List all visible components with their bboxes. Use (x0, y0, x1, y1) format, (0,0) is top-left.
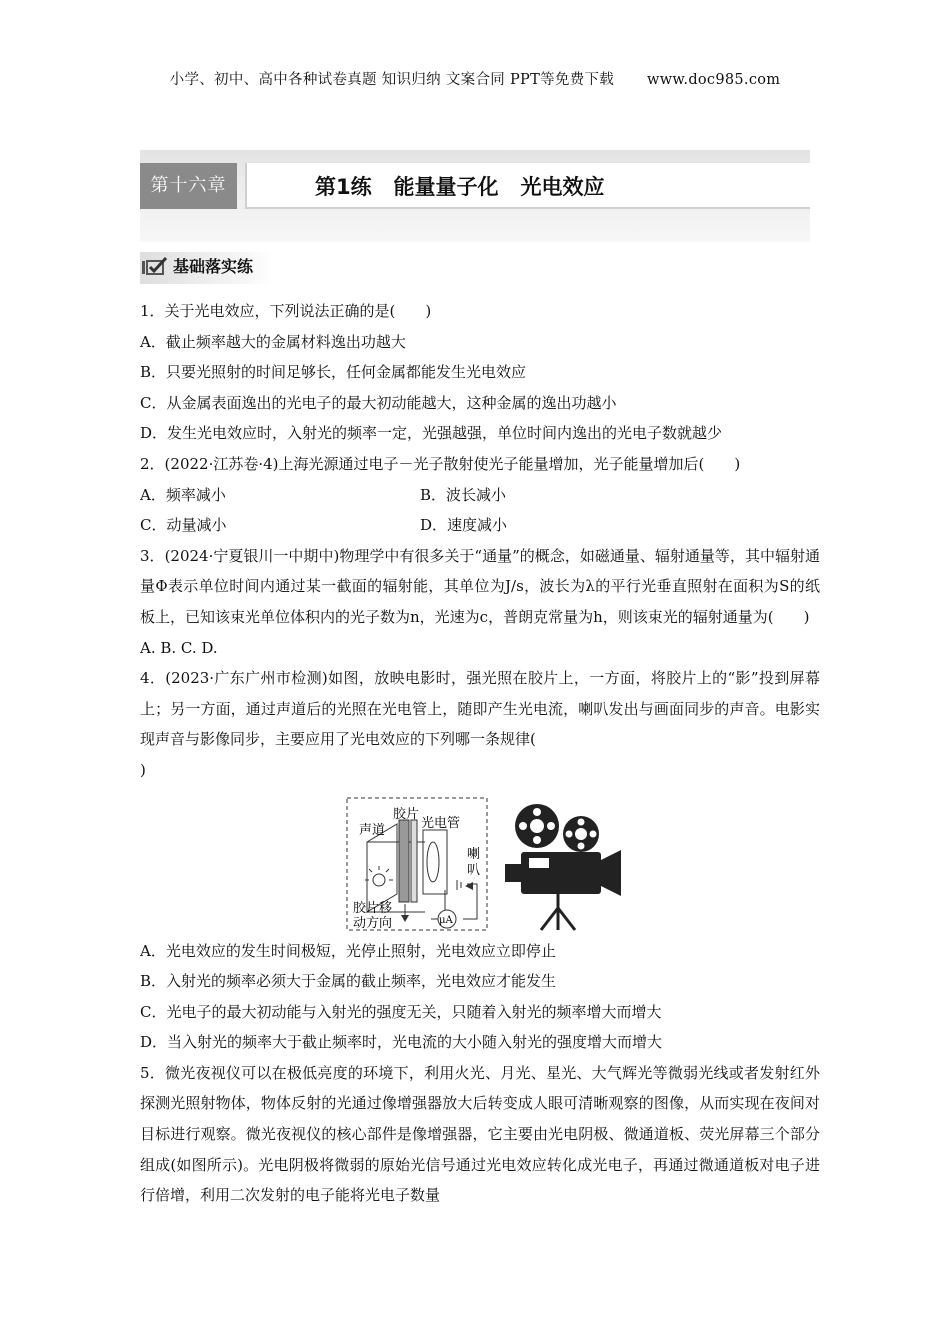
question-4-option-d: D．当入射光的频率大于截止频率时，光电流的大小随入射光的强度增大而增大 (140, 1033, 663, 1052)
page-title: 第1练 能量量子化 光电效应 (315, 175, 605, 199)
question-4-option-a: A．光电效应的发生时间极短，光停止照射，光电效应立即停止 (140, 941, 556, 960)
header-tagline: 小学、初中、高中各种试卷真题 知识归纳 文案合同 PPT等免费下载 (169, 72, 615, 88)
question-2-option-b: B．波长减小 (420, 485, 507, 504)
question-list (140, 296, 820, 1211)
label-soundtrack: 声道 (359, 822, 386, 838)
question-2-option-a: A．频率减小 (140, 485, 226, 504)
chapter-banner (140, 150, 810, 242)
projector-figure (345, 794, 745, 934)
label-speaker-1: 喇 (467, 846, 481, 862)
question-2-stem: 2．(2022·江苏卷·4)上海光源通过电子－光子散射使光子能量增加，光子能量增加后( ) (140, 454, 741, 473)
question-3-stem: 3．(2024·宁夏银川一中期中)物理学中有很多关于“通量”的概念，如磁通量、辐射通量等，其中辐射通量Φ表示单位时间内通过某一截面的辐射能，其单位为J/s，波长为λ的平行光垂直照射在面积为S的纸板上，已知该束光单位体积内的光子数为n，光速为c，普朗克常量为h，则该束光的辐射通量为( ) (140, 546, 820, 626)
question-4-stem-end: ) (140, 760, 146, 779)
lamp-icon (365, 866, 393, 886)
checklist-icon (142, 257, 168, 281)
question-1-option-a: A．截止频率越大的金属材料逸出功越大 (140, 332, 406, 351)
question-2-options-row-2 (140, 510, 820, 541)
question-4-stem: 4．(2023·广东广州市检测)如图，放映电影时，强光照在胶片上，一方面，将胶片上的“影”投到屏幕上；另一方面，通过声道后的光照在光电管上，随即产生光电流，喇叭发出与画面同步的声音。电影实现声音与影像同步，主要应用了光电效应的下列哪一条规律( (140, 669, 820, 749)
question-2-options-row-1 (140, 480, 820, 511)
label-speaker-2: 叭 (467, 862, 481, 878)
label-phototube: 光电管 (421, 815, 461, 831)
header-url[interactable]: www.doc985.com (647, 72, 781, 88)
page-header (0, 68, 950, 89)
label-film: 胶片 (393, 806, 420, 822)
question-1-stem: 1．关于光电效应，下列说法正确的是( ) (140, 302, 432, 320)
chapter-label: 第十六章 (140, 163, 237, 209)
question-1-option-c: C．从金属表面逸出的光电子的最大初动能越大，这种金属的逸出功越小 (140, 393, 617, 412)
question-2-option-c: C．动量减小 (140, 516, 227, 535)
label-film-move-2: 动方向 (353, 915, 393, 931)
question-1-option-b: B．只要光照射的时间足够长，任何金属都能发生光电效应 (140, 363, 527, 382)
label-microammeter: μA (439, 914, 453, 926)
question-4-option-c: C．光电子的最大初动能与入射光的强度无关，只随着入射光的频率增大而增大 (140, 1002, 662, 1021)
title-box (245, 163, 810, 209)
section-heading (140, 252, 275, 284)
question-1-option-d: D．发生光电效应时，入射光的频率一定，光强越强，单位时间内逸出的光电子数就越少 (140, 424, 723, 443)
section-title: 基础落实练 (173, 257, 254, 276)
label-film-move-1: 胶片移 (353, 900, 393, 916)
question-2-option-d: D．速度减小 (420, 516, 508, 535)
film-projector-icon (505, 804, 621, 930)
question-5-stem: 5．微光夜视仪可以在极低亮度的环境下，利用火光、月光、星光、大气辉光等微弱光线或者发射红外探测光照射物体，物体反射的光通过像增强器放大后转变成人眼可清晰观察的图像，从而实现在夜间对目标进行观察。微光夜视仪的核心部件是像增强器，它主要由光电阴极、微通道板、荧光屏幕三个部分组成(如图所示)。光电阴极将微弱的原始光信号通过光电效应转化成光电子，再通过微通道板对电子进行倍增，利用二次发射的电子能将光电子数量 (140, 1063, 820, 1205)
speaker-icon (465, 882, 473, 890)
question-4-option-b: B．入射光的频率必须大于金属的截止频率，光电效应才能发生 (140, 972, 557, 991)
question-3-options: A. B. C. D. (140, 638, 218, 657)
